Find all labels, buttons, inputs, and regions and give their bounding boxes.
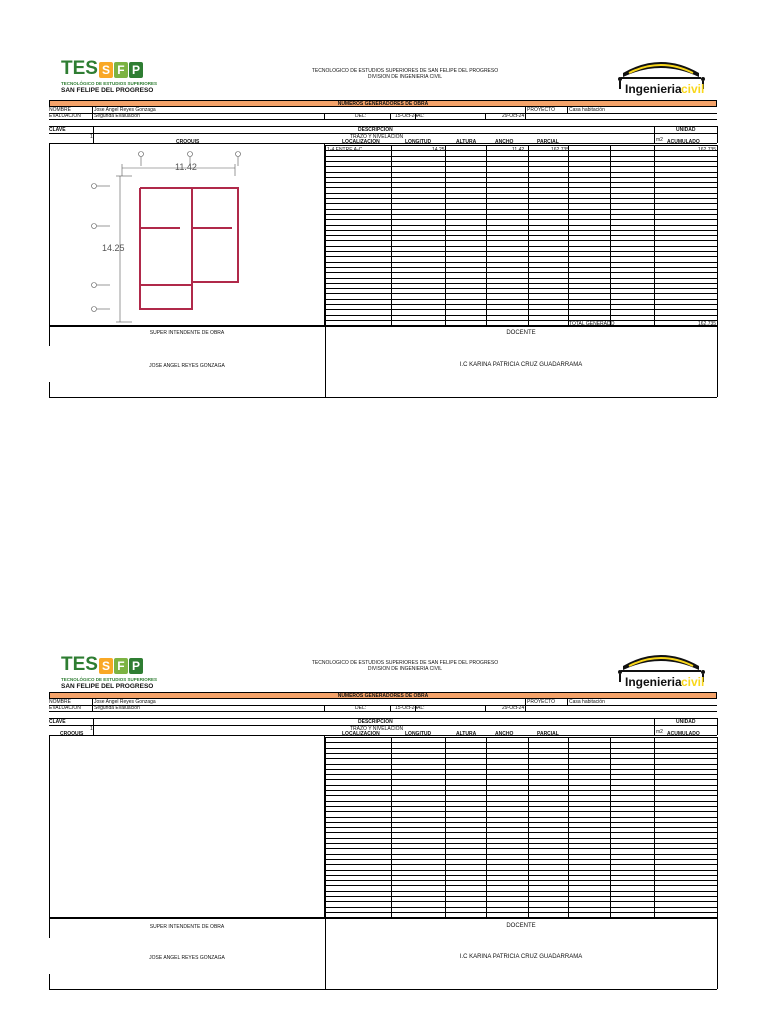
del-value: 15-Oct-24 <box>395 113 418 119</box>
table-row-line <box>325 848 717 849</box>
table-row-line <box>325 209 717 210</box>
logo-p-box: P <box>129 62 143 78</box>
table-row-line <box>325 172 717 173</box>
table-row-line <box>325 817 717 818</box>
ingenieria-logo-text: Ingenieria <box>625 82 682 96</box>
table-row-line <box>325 272 717 273</box>
table-row-line <box>325 912 717 913</box>
ingenieria-logo-text: Ingenieria <box>625 675 682 689</box>
table-row-line <box>325 187 717 188</box>
table-row-line <box>325 262 717 263</box>
table-row-line <box>325 753 717 754</box>
table-column-line <box>391 145 392 326</box>
clave-label: CLAVE <box>49 127 66 133</box>
descripcion-label: DESCRIPCION <box>358 127 393 133</box>
table-row-line <box>325 880 717 881</box>
col-localizacion: LOCALIZACION <box>342 731 380 737</box>
descripcion-label: DESCRIPCION <box>358 719 393 725</box>
table-row-line <box>325 299 717 300</box>
logo-tes-text: TES <box>61 58 98 79</box>
tessfp-logo <box>61 654 161 688</box>
col-ancho: ANCHO <box>495 139 514 145</box>
table-row-line <box>325 283 717 284</box>
table-column-line <box>391 737 392 918</box>
docente-name: I.C KARINA PATRICIA CRUZ GUADARRAMA <box>459 362 583 368</box>
axis-markers <box>92 152 241 312</box>
table-row-line <box>325 198 717 199</box>
clave-value: 1 <box>90 134 93 140</box>
institute-name: TECNOLOGICO DE ESTUDIOS SUPERIORES DE SAN FELIPE DEL PROGRESO <box>311 660 499 666</box>
table-column-line <box>717 145 718 326</box>
table-row-line <box>325 854 717 855</box>
table-row-line <box>325 758 717 759</box>
total-label: TOTAL GENERADO <box>569 321 615 327</box>
table-row-line <box>325 309 717 310</box>
table-row-line <box>325 177 717 178</box>
logo-subtitle-1: TECNOLÓGICO DE ESTUDIOS SUPERIORES <box>61 677 158 682</box>
col-altura: ALTURA <box>456 731 477 737</box>
table-column-line <box>610 145 611 326</box>
table-row-line <box>325 748 717 749</box>
table-row-line <box>325 246 717 247</box>
dim-horizontal: 11.42 <box>175 162 197 172</box>
col-longitud: LONGITUD <box>405 731 432 737</box>
descripcion-value: TRAZO Y NIVELACION <box>350 134 404 140</box>
table-column-line <box>486 737 487 918</box>
col-acumulado: ACUMULADO <box>667 139 700 145</box>
unidad-label: UNIDAD <box>676 719 696 725</box>
table-row-line <box>325 203 717 204</box>
table-row-line <box>325 822 717 823</box>
sheet-2 <box>0 596 768 996</box>
table-row-line <box>325 838 717 839</box>
col-parcial: PARCIAL <box>537 139 559 145</box>
table-row-line <box>325 315 717 316</box>
docente-label: DOCENTE <box>506 330 536 336</box>
proyecto-value: Casa habitación <box>569 107 605 113</box>
logo-p-box: P <box>129 658 143 674</box>
table-column-line <box>717 737 718 918</box>
table-row-line <box>325 251 717 252</box>
super-label: SUPER INTENDENTE DE OBRA <box>149 924 225 930</box>
table-column-line <box>610 737 611 918</box>
table-column-line <box>445 145 446 326</box>
table-column-line <box>568 737 569 918</box>
row1-ancho: 11.42 <box>512 147 525 153</box>
table-row-line <box>325 859 717 860</box>
al-value: 29-Oct-24 <box>502 113 525 119</box>
col-longitud: LONGITUD <box>405 139 432 145</box>
clave-value: 1 <box>90 726 93 732</box>
ingenieria-civil-logo <box>615 648 707 692</box>
descripcion-value: TRAZO Y NIVELACION <box>350 726 404 732</box>
table-row-line <box>325 870 717 871</box>
table-row-line <box>325 304 717 305</box>
table-row-line <box>325 779 717 780</box>
table-row-line <box>325 891 717 892</box>
table-row-line <box>325 742 717 743</box>
civil-logo-text: civil <box>681 82 705 96</box>
table-row-line <box>325 320 717 321</box>
table-column-line <box>486 145 487 326</box>
division-name: DIVISION DE INGENIERIA CIVIL <box>367 74 443 80</box>
logo-subtitle-1: TECNOLÓGICO DE ESTUDIOS SUPERIORES <box>61 81 158 86</box>
super-name: JOSE ANGEL REYES GONZAGA <box>149 363 225 369</box>
proyecto-value: Casa habitación <box>569 699 605 705</box>
evaluacion-value: Segunda Evaluacion <box>94 113 140 119</box>
del-value: 15-Oct-24 <box>395 705 418 711</box>
table-row-line <box>325 230 717 231</box>
table-row-line <box>325 219 717 220</box>
sheet-1 <box>0 0 768 400</box>
table-column-line <box>654 737 655 918</box>
title-band-text: NUMEROS GENERADORES DE OBRA <box>337 101 429 107</box>
table-row-line <box>325 901 717 902</box>
table-row-line <box>325 896 717 897</box>
evaluacion-value: Segunda Evaluacion <box>94 705 140 711</box>
evaluacion-label: EVALUACION <box>49 113 81 119</box>
dim-vertical: 14.25 <box>102 243 125 253</box>
table-column-line <box>528 145 529 326</box>
col-parcial: PARCIAL <box>537 731 559 737</box>
table-row-line <box>325 875 717 876</box>
table-row-line <box>325 806 717 807</box>
table-column-line <box>445 737 446 918</box>
table-row-line <box>325 293 717 294</box>
title-band <box>49 692 717 699</box>
row1-acumulado: 162.735 <box>698 147 717 153</box>
al-label: AL: <box>417 113 425 119</box>
table-row-line <box>325 156 717 157</box>
table-row-line <box>325 864 717 865</box>
table-row-line <box>325 235 717 236</box>
docente-label: DOCENTE <box>506 923 536 929</box>
del-label: DEL: <box>355 113 367 119</box>
unidad-value: m2 <box>656 137 663 143</box>
table-row-line <box>325 193 717 194</box>
table-row-line <box>325 288 717 289</box>
nombre-value: Jose Angel Reyes Gonzaga <box>94 699 156 705</box>
table-row-line <box>325 827 717 828</box>
table-row-line <box>325 795 717 796</box>
proyecto-label: PROYECTO <box>527 107 555 113</box>
table-row-line <box>325 811 717 812</box>
table-row-line <box>325 161 717 162</box>
table-row-line <box>325 240 717 241</box>
clave-label: CLAVE <box>49 719 66 725</box>
civil-logo-text: civil <box>681 675 705 689</box>
table-column-line <box>325 737 326 918</box>
nombre-value: Jose Angel Reyes Gonzaga <box>94 107 156 113</box>
table-row-line <box>325 907 717 908</box>
row1-longitud: 14.25 <box>432 147 445 153</box>
al-value: 29-Oct-24 <box>502 705 525 711</box>
table-column-line <box>568 145 569 326</box>
table-row-line <box>325 737 717 738</box>
al-label: AL: <box>417 705 425 711</box>
table-row-line <box>325 769 717 770</box>
croquis-label: CROQUIS <box>176 139 200 145</box>
super-name: JOSE ANGEL REYES GONZAGA <box>149 955 225 961</box>
row1-parcial: 162.735 <box>551 147 570 153</box>
table-row-line <box>325 214 717 215</box>
docente-name: I.C KARINA PATRICIA CRUZ GUADARRAMA <box>459 954 583 960</box>
table-row-line <box>325 801 717 802</box>
nombre-label: NOMBRE <box>49 107 71 113</box>
super-label: SUPER INTENDENTE DE OBRA <box>149 330 225 336</box>
logo-subtitle-2: SAN FELIPE DEL PROGRESO <box>61 87 154 94</box>
logo-s-box: S <box>99 62 113 78</box>
title-band <box>49 100 717 107</box>
unidad-value: m2 <box>656 729 663 735</box>
table-row-line <box>325 145 717 146</box>
table-row-line <box>325 832 717 833</box>
table-row-line <box>325 278 717 279</box>
table-row-line <box>325 885 717 886</box>
floor-plan-walls <box>140 188 238 309</box>
table-row-line <box>325 256 717 257</box>
table-row-line <box>325 843 717 844</box>
table-row-line <box>325 166 717 167</box>
table-column-line <box>528 737 529 918</box>
tessfp-logo <box>61 58 161 92</box>
table-column-line <box>325 145 326 326</box>
logo-s-box: S <box>99 658 113 674</box>
col-ancho: ANCHO <box>495 731 514 737</box>
logo-subtitle-2: SAN FELIPE DEL PROGRESO <box>61 683 154 690</box>
total-value: 162.735 <box>698 321 717 327</box>
floor-plan-sketch <box>80 146 280 324</box>
col-localizacion: LOCALIZACION <box>342 139 380 145</box>
croquis-frame <box>49 735 325 918</box>
table-row-line <box>325 790 717 791</box>
proyecto-label: PROYECTO <box>527 699 555 705</box>
del-label: DEL: <box>355 705 367 711</box>
nombre-label: NOMBRE <box>49 699 71 705</box>
logo-tes-text: TES <box>61 654 98 675</box>
col-acumulado: ACUMULADO <box>667 731 700 737</box>
evaluacion-label: EVALUACION <box>49 705 81 711</box>
table-column-line <box>654 145 655 326</box>
logo-f-box: F <box>114 658 128 674</box>
unidad-label: UNIDAD <box>676 127 696 133</box>
table-row-line <box>325 774 717 775</box>
table-row-line <box>325 182 717 183</box>
ingenieria-civil-logo <box>615 55 707 99</box>
division-name: DIVISION DE INGENIERIA CIVIL <box>367 666 443 672</box>
logo-f-box: F <box>114 62 128 78</box>
institute-name: TECNOLOGICO DE ESTUDIOS SUPERIORES DE SAN FELIPE DEL PROGRESO <box>311 68 499 74</box>
table-row-line <box>325 267 717 268</box>
croquis-label: CROQUIS <box>60 731 84 737</box>
table-row-line <box>325 225 717 226</box>
title-band-text: NUMEROS GENERADORES DE OBRA <box>337 693 429 699</box>
table-row-line <box>325 764 717 765</box>
table-row-line <box>325 785 717 786</box>
row1-localizacion: 1-4 ENTRE A-C <box>327 147 363 153</box>
col-altura: ALTURA <box>456 139 477 145</box>
